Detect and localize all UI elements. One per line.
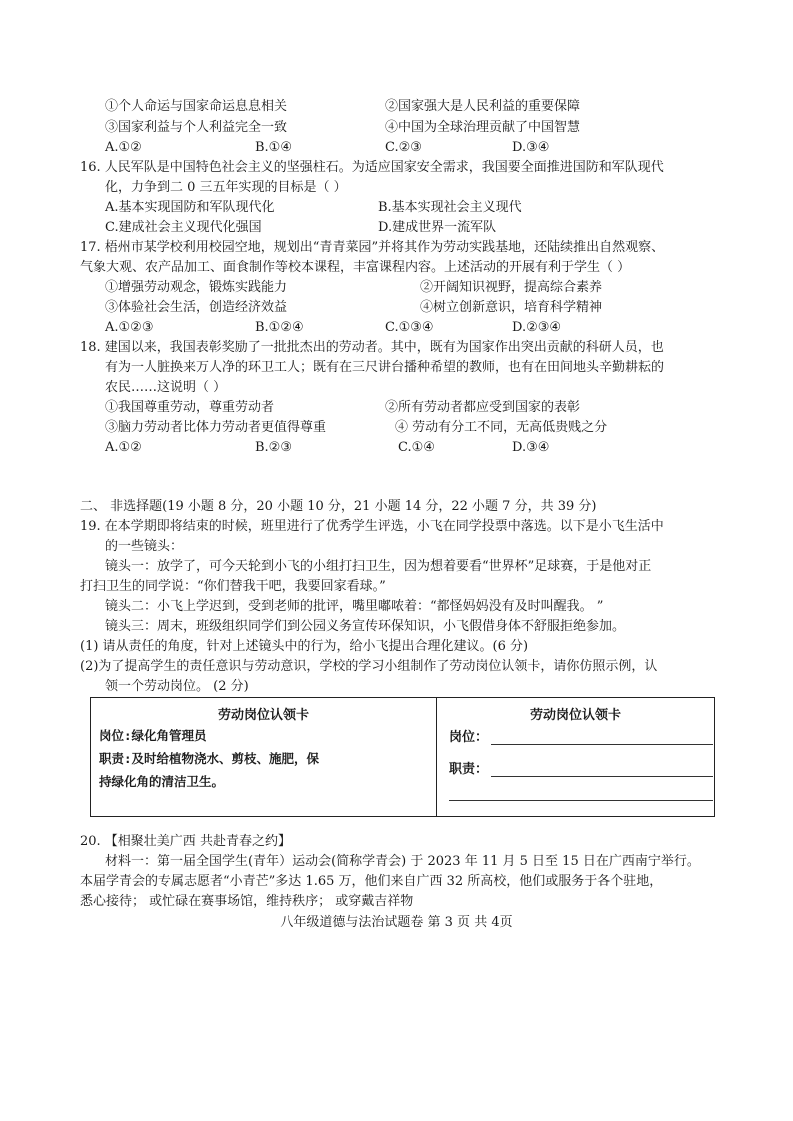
q20-heading: 20. 【相聚壮美广西 共赴青春之约】 [80,834,291,849]
q17-statement-4: ④树立创新意识，培育科学精神 [420,300,603,315]
answer-card [437,698,714,816]
q16-option-c: C.建成社会主义现代化强国 [105,220,262,235]
answer-card-title: 劳动岗位认领卡 [529,708,621,723]
q17-option-a: A.①②③ [105,320,154,335]
example-card-title: 劳动岗位认领卡 [217,708,309,723]
q18-stem-line1: 18. 建国以来，我国表彰奖励了一批批杰出的劳动者。其中，既有为国家作出突出贡献的科研人员，也 [80,340,664,355]
q16-option-b: B.基本实现社会主义现代 [378,200,522,215]
q19-shot1-line2: 打扫卫生的同学说：“你们替我干吧，我要回家看球。” [80,579,386,594]
q16-stem-line1: 16. 人民军队是中国特色社会主义的坚强柱石。为适应国家安全需求，我国要全面推进国防和军队现代 [80,160,664,175]
answer-card-position-blank[interactable] [491,744,713,745]
answer-card-duty-label: 职责： [449,762,489,777]
q19-shot1-line1: 镜头一：放学了，可今天轮到小飞的小组打扫卫生，因为想着要看“世界杯”足球赛，于是他对正 [105,559,652,574]
q15-statement-4: ④中国为全球治理贡献了中国智慧 [385,120,581,135]
q17-option-b: B.①②④ [255,320,304,335]
q18-stem-line2: 有为一人脏换来万人净的环卫工人；既有在三尺讲台播种希望的教师，也有在田间地头辛勤耕耘的 [105,360,665,375]
q15-option-c: C.②③ [385,140,422,155]
q18-stem-line3: 农民……这说明（ ） [105,380,227,395]
q17-statement-3: ③体验社会生活，创造经济效益 [105,300,288,315]
q19-stem-line1: 19. 在本学期即将结束的时候，班里进行了优秀学生评选，小飞在同学投票中落选。以下是小飞生活中 [80,519,664,534]
q15-option-a: A.①② [105,140,142,155]
q18-statement-4: ④ 劳动有分工不同，无高低贵贱之分 [395,420,608,435]
q18-option-c: C.①④ [398,440,435,455]
q19-stem-line2: 的一些镜头： [105,539,184,554]
labor-position-cards [90,697,715,817]
q18-option-b: B.②③ [255,440,292,455]
q19-subquestion-2-line2: 领一个劳动岗位。 (2 分) [105,679,249,694]
q15-option-d: D.③④ [512,140,550,155]
example-card-duty-line2: 持绿化角的清洁卫生。 [99,774,225,789]
answer-card-position-label: 岗位： [449,730,489,745]
q15-option-b: B.①④ [255,140,292,155]
q19-subquestion-2-line1: (2)为了提高学生的责任意识与劳动意识，学校的学习小组制作了劳动岗位认领卡，请你仿照示例，认 [80,659,658,674]
q18-option-a: A.①② [105,440,142,455]
q18-option-d: D.③④ [512,440,550,455]
q17-option-c: C.①③④ [385,320,434,335]
q15-statement-1: ①个人命运与国家命运息息相关 [105,99,288,114]
q17-stem-line2: 气象大观、农产品加工、面食制作等校本课程，丰富课程内容。上述活动的开展有利于学生（ ） [80,260,631,275]
q20-material1-line1: 材料一：第一届全国学生(青年）运动会(简称学青会) 于 2023 年 11 月 5 日至 15 日在广西南宁举行。 [105,854,700,869]
q17-statement-1: ①增强劳动观念，锻炼实践能力 [105,280,288,295]
example-card [91,698,437,816]
example-card-duty-line1: 职责:及时给植物浇水、剪枝、施肥，保 [99,751,320,766]
q17-statement-2: ②开阔知识视野，提高综合素养 [420,280,603,295]
q16-option-a: A.基本实现国防和军队现代化 [105,200,275,215]
q17-stem-line1: 17. 梧州市某学校利用校园空地，规划出“青青菜园”并将其作为劳动实践基地，还陆续推出自然观察、 [80,240,665,255]
q19-shot2: 镜头二：小飞上学迟到，受到老师的批评，嘴里嘟哝着：“都怪妈妈没有及时叫醒我。 ” [105,599,604,614]
q15-statement-3: ③国家利益与个人利益完全一致 [105,120,288,135]
q19-shot3: 镜头三：周末，班级组织同学们到公园义务宣传环保知识，小飞假借身体不舒服拒绝参加。 [105,619,626,634]
q18-statement-2: ②所有劳动者都应受到国家的表彰 [385,400,581,415]
page-footer: 八年级道德与法治试题卷 第 3 页 共 4页 [280,915,513,930]
q17-option-d: D.②③④ [512,320,562,335]
q18-statement-1: ①我国尊重劳动，尊重劳动者 [105,400,275,415]
q20-material1-line3: 悉心接待； 或忙碌在赛事场馆，维持秩序； 或穿戴吉祥物 [80,894,414,909]
q16-stem-line2: 化，力争到二 0 三五年实现的目标是（ ） [105,180,347,195]
q19-subquestion-1: (1) 请从责任的角度，针对上述镜头中的行为，给小飞提出合理化建议。(6 分) [80,639,529,654]
answer-card-duty-blank-1[interactable] [491,776,713,777]
q18-statement-3: ③脑力劳动者比体力劳动者更值得尊重 [105,420,327,435]
example-card-position: 岗位:绿化角管理员 [99,728,207,743]
q16-option-d: D.建成世界一流军队 [378,220,497,235]
q20-material1-line2: 本届学青会的专属志愿者“小青芒”多达 1.65 万，他们来自广西 32 所高校，他们或服务于各个驻地， [80,874,663,889]
section-2-heading: 二、 非选择题(19 小题 8 分，20 小题 10 分，21 小题 14 分，22 小题 7 分，共 39 分) [80,499,597,514]
q15-statement-2: ②国家强大是人民利益的重要保障 [385,99,581,114]
answer-card-duty-blank-2[interactable] [449,800,713,801]
